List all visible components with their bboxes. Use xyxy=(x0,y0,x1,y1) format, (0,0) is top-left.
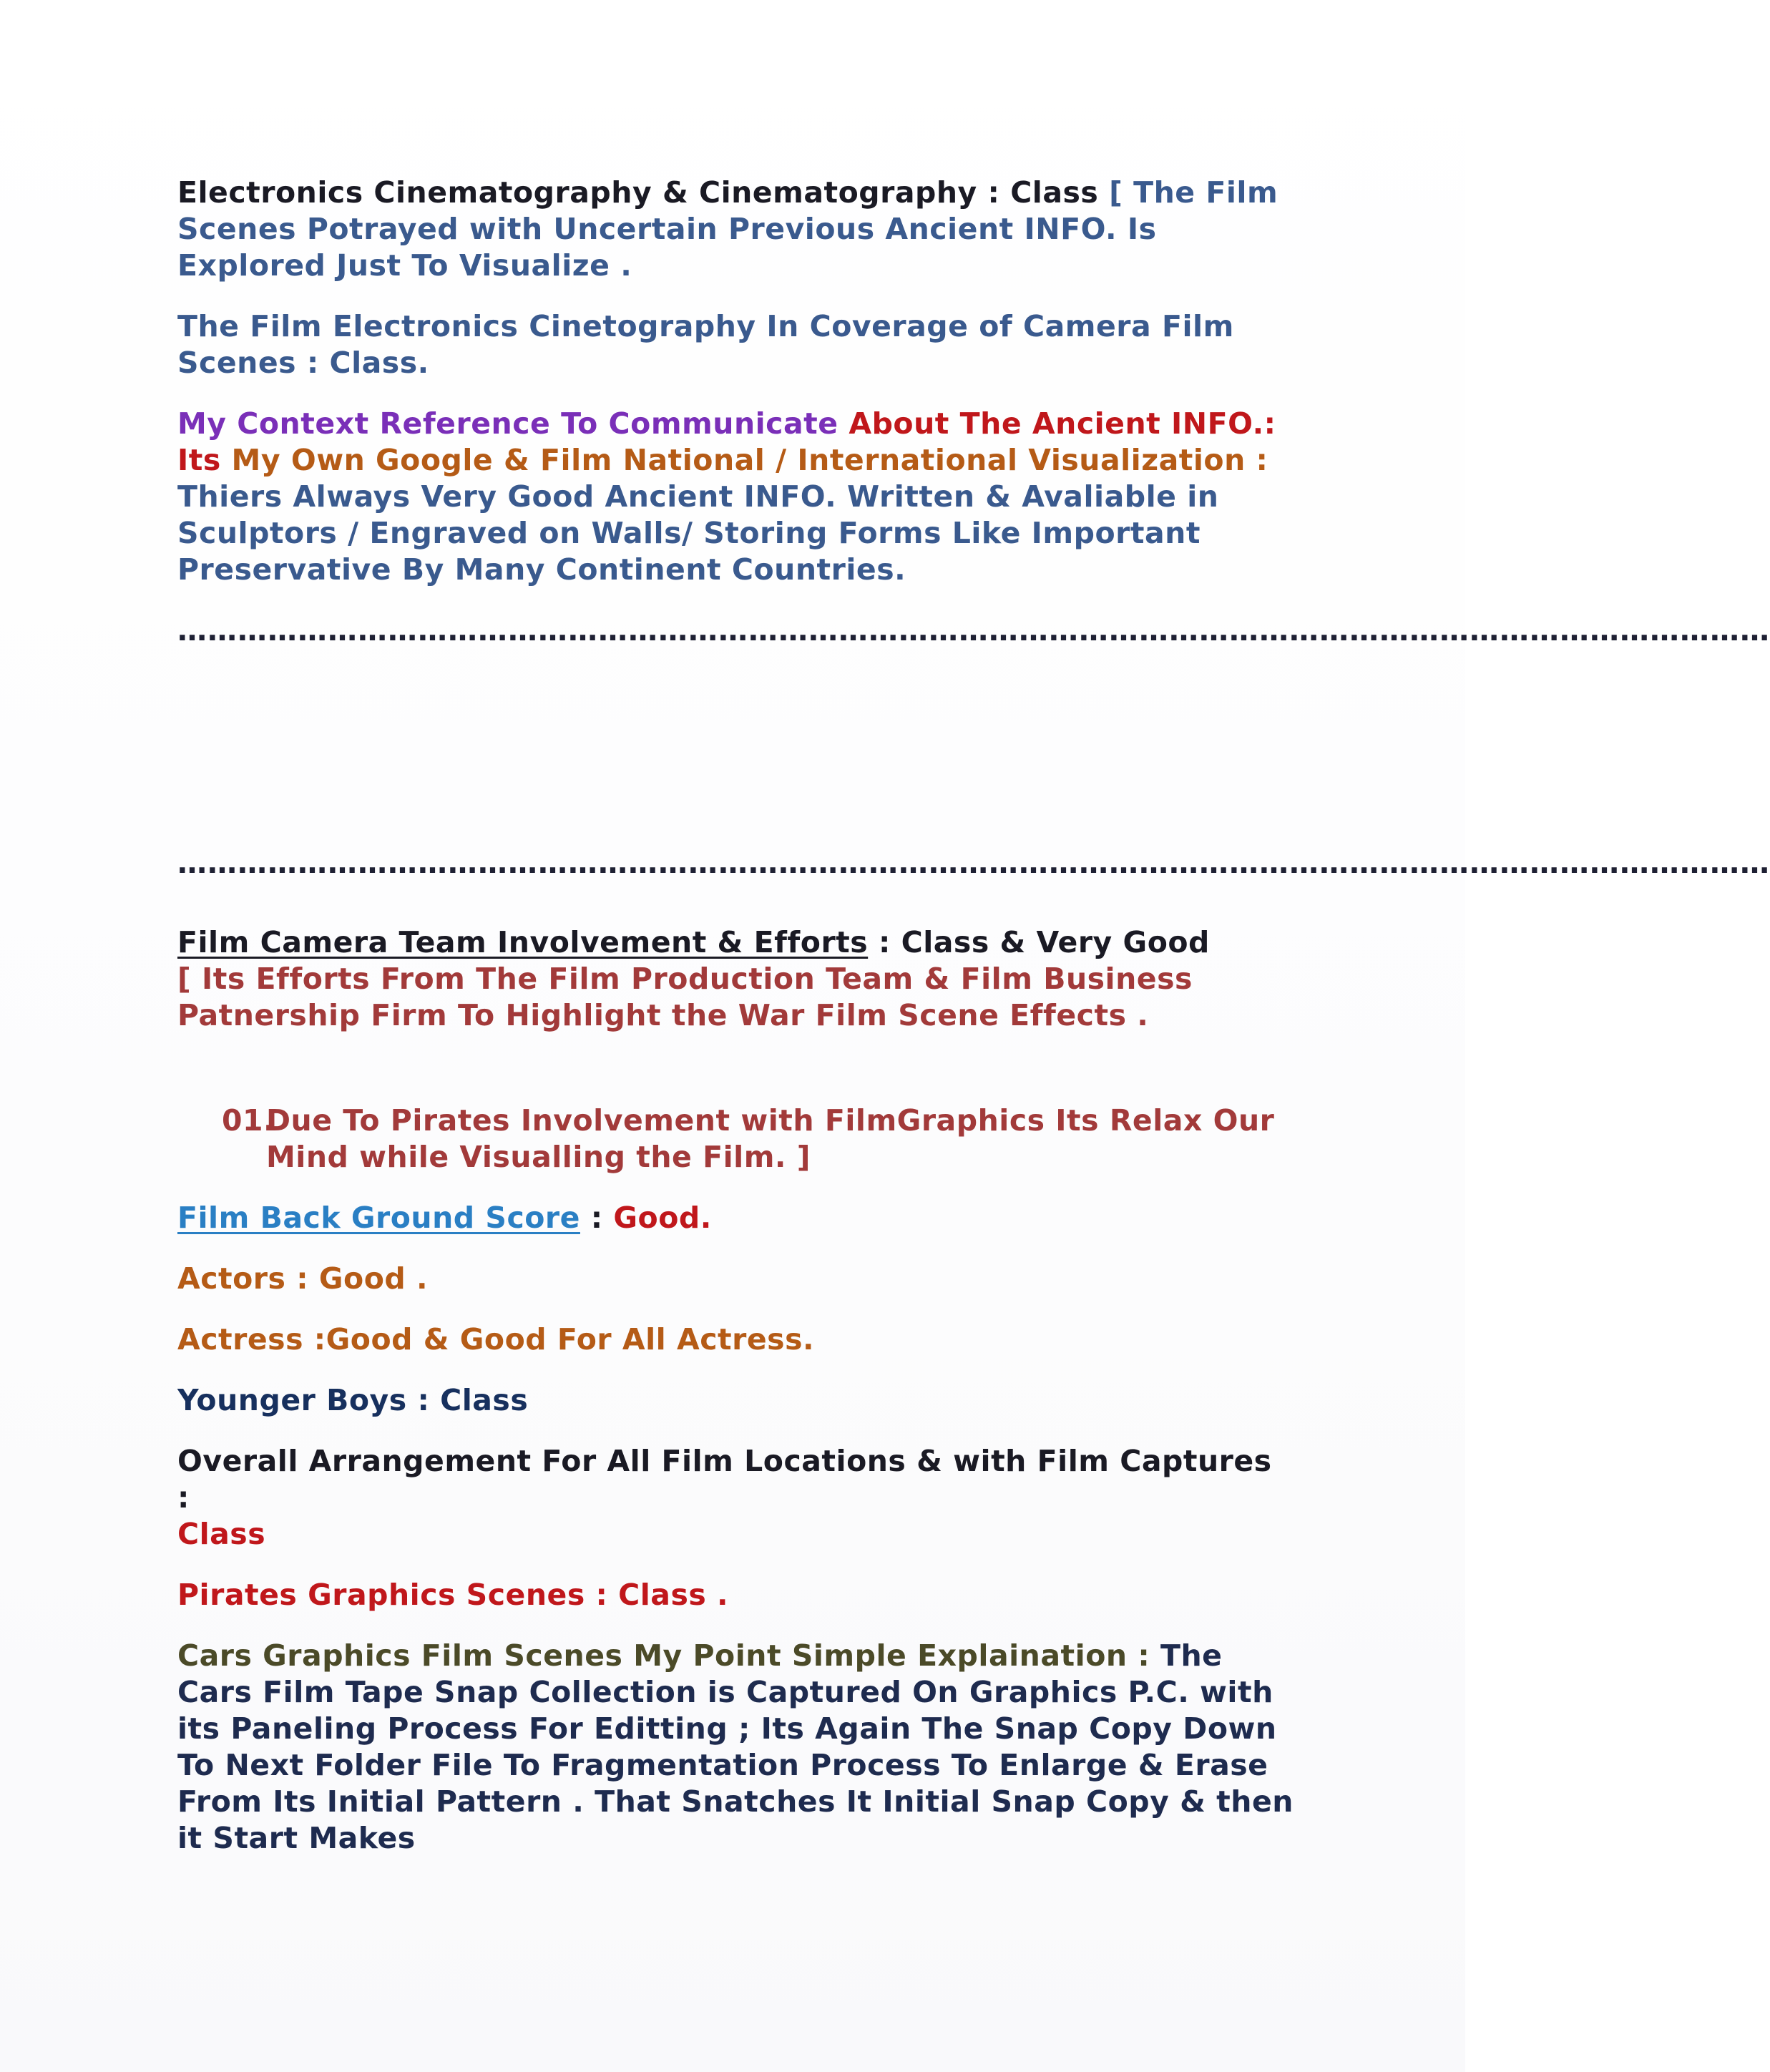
cars-graphics-description: The Cars Film Tape Snap Collection is Captured On Graphics P.C. with its Paneling Process For Editting ; Its Again The Snap Copy Down To Next Folder File To Fragmentation Process To Enlarge & Erase From Its Initial Pattern . That Snatches It Initial Snap Copy & then it Start Makes xyxy=(177,1638,1294,1855)
overall-arrangement-value: Class xyxy=(177,1517,266,1551)
paragraph-younger-boys: Younger Boys : Class xyxy=(177,1383,529,1417)
blank-space xyxy=(177,649,1294,845)
ancient-info-description: Thiers Always Very Good Ancient INFO. Written & Avaliable in Sculptors / Engraved on Walls/ Storing Forms Like Important Preservative By Many Continent Countries. xyxy=(177,479,1219,587)
cinematography-heading: Electronics Cinematography & Cinematography : Class xyxy=(177,175,1099,210)
list-item-text: Due To Pirates Involvement with FilmGraphics Its Relax Our Mind while Visualling the Film. ] xyxy=(266,1103,1275,1174)
paragraph-actress: Actress :Good & Good For All Actress. xyxy=(177,1322,815,1357)
camera-team-rating: : Class & Very Good xyxy=(868,925,1210,959)
paragraph-overall-arrangement xyxy=(177,1443,1294,1553)
camera-team-description: [ Its Efforts From The Film Production Team & Film Business Patnership Firm To Highlight the War Film Scene Effects . xyxy=(177,962,1193,1032)
paragraph-camera-team xyxy=(177,924,1294,1034)
paragraph-cars-graphics xyxy=(177,1638,1294,1857)
background-score-value: Good. xyxy=(613,1201,712,1235)
overall-arrangement-label: Overall Arrangement For All Film Locations & with Film Captures : xyxy=(177,1444,1272,1515)
list-item-number: 01. xyxy=(222,1103,275,1138)
paragraph-electronics-coverage: The Film Electronics Cinetography In Coverage of Camera Film Scenes : Class. xyxy=(177,309,1234,380)
list-item-pirates xyxy=(177,1103,1294,1176)
paragraph-background-score xyxy=(177,1200,1294,1236)
cars-graphics-heading: Cars Graphics Film Scenes My Point Simple Explaination : xyxy=(177,1638,1150,1673)
context-reference-heading: My Context Reference To Communicate xyxy=(177,406,838,441)
paragraph-cinematography xyxy=(177,175,1294,284)
dotted-separator-bottom: …………………………………………………………………………………………………………………………………………… xyxy=(177,846,1770,880)
background-score-link[interactable]: Film Back Ground Score xyxy=(177,1201,580,1235)
background-score-separator: : xyxy=(580,1201,614,1235)
visualization-text: My Own Google & Film National / International Visualization : xyxy=(220,443,1268,477)
paragraph-pirates-graphics: Pirates Graphics Scenes : Class . xyxy=(177,1578,729,1612)
document-body xyxy=(177,175,1770,1881)
camera-team-heading: Film Camera Team Involvement & Efforts xyxy=(177,925,869,959)
dotted-separator-top: …………………………………………………………………………………………………………………………………………… xyxy=(177,613,1770,648)
cinematography-description: [ The Film Scenes Potrayed with Uncertain Previous Ancient INFO. Is Explored Just To Visualize . xyxy=(177,175,1278,283)
ancient-info-text: About The Ancient INFO.: Its xyxy=(177,406,1276,477)
paragraph-context-reference xyxy=(177,406,1294,588)
paragraph-actors: Actors : Good . xyxy=(177,1261,429,1296)
